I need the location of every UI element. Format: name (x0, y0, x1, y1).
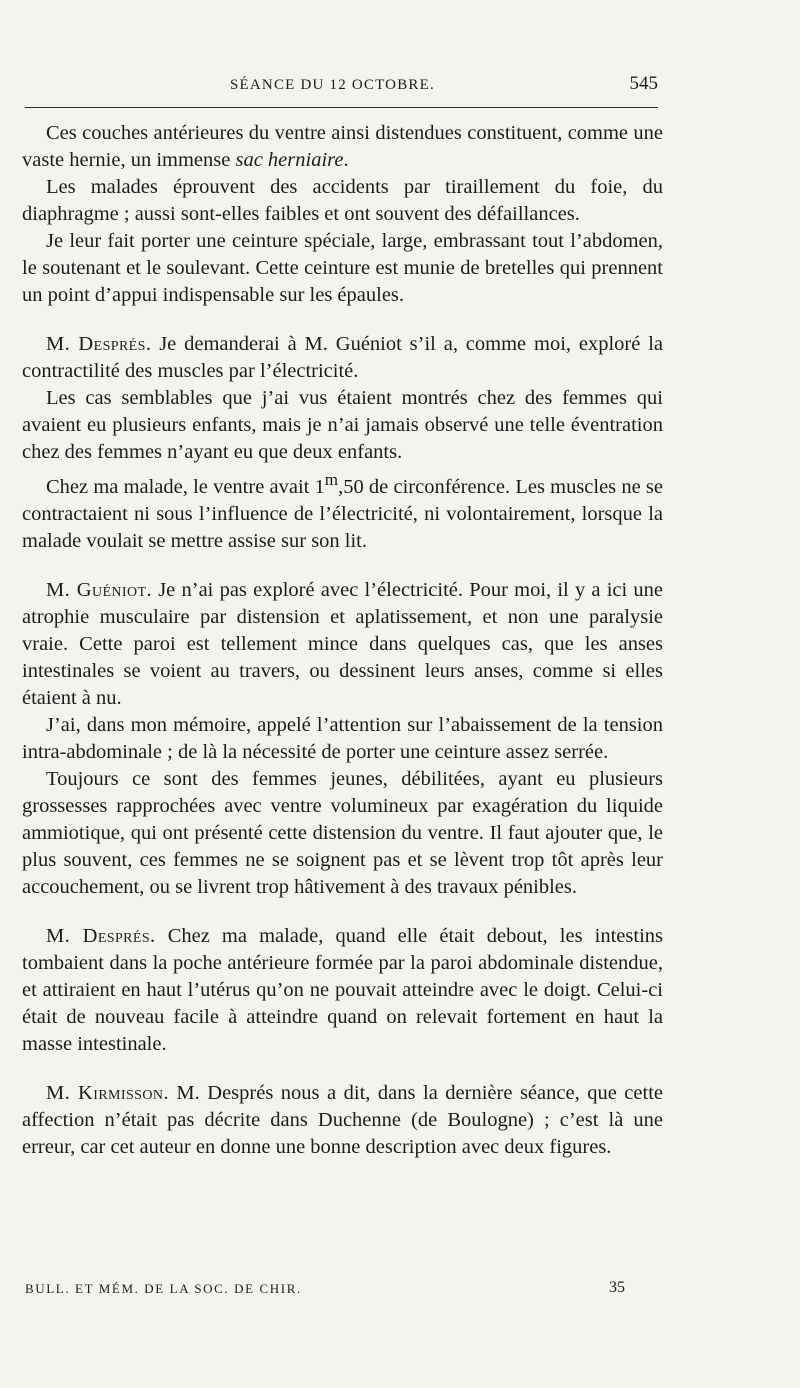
speaker-name: M. Després. (46, 924, 156, 947)
emphasis: sac herniaire (235, 149, 344, 171)
signature-mark: 35 (609, 1279, 625, 1296)
paragraph: M. Guéniot. Je n’ai pas exploré avec l’électricité. Pour moi, il y a ici une atrophie musculaire par distension et aplatissement, et non une paralysie vraie. Cette paroi est tellement mince dans quelques cas, que les anses intestinales se voient au travers, ou dessinent leurs anses, comme si elles étaient à nu. (22, 578, 664, 709)
paragraph: Ces couches antérieures du ventre ainsi distendues constituent, comme une vaste hernie, un immense sac herniaire. (22, 122, 663, 171)
paragraph: Toujours ce sont des femmes jeunes, débilitées, ayant eu plusieurs grossesses rapprochées avec ventre volumineux par exagération du liquide ammiotique, qui ont présenté cette distension du ventre. Il faut ajouter que, le plus souvent, ces femmes ne se soignent pas et se lèvent trop tôt après leur accouchement, ou se livrent trop hâtivement à des travaux pénibles. (22, 767, 663, 898)
page-number: 545 (629, 73, 658, 94)
journal-name: BULL. ET MÉM. DE LA SOC. DE CHIR. (25, 1281, 302, 1296)
paragraph: M. Després. Je demanderai à M. Guéniot s’il a, comme moi, exploré la contractilité des muscles par l’électricité. (22, 333, 663, 382)
speaker-name: M. Kirmisson. (46, 1081, 169, 1104)
paragraph: Les cas semblables que j’ai vus étaient montrés chez des femmes qui avaient eu plusieurs enfants, mais je n’ai jamais observé une telle éventration chez des femmes n’ayant eu que deux enfants. (22, 387, 663, 463)
speaker-name: M. Després. (46, 333, 152, 355)
page-footer (25, 1279, 625, 1301)
running-title: SÉANCE DU 12 OCTOBRE. (230, 77, 435, 93)
header-rule (25, 107, 658, 108)
paragraph: M. Després. Chez ma malade, quand elle était debout, les intestins tombaient dans la poche antérieure formée par la paroi abdominale distendue, et attiraient en haut l’utérus qu’on ne pouvait atteindre avec le doigt. Celui-ci était de nouveau facile à atteindre quand on relevait fortement en haut la masse intestinale. (22, 924, 664, 1055)
superscript: m (324, 470, 339, 489)
paragraph: Je leur fait porter une ceinture spéciale, large, embrassant tout l’abdomen, le soutenant et le soulevant. Cette ceinture est munie de bretelles qui prennent un point d’appui indispensable sur les épaules. (22, 230, 663, 306)
paragraph: Les malades éprouvent des accidents par tiraillement du foie, du diaphragme ; aussi sont-elles faibles et ont souvent des défaillances. (22, 176, 663, 225)
page-body (22, 120, 663, 1161)
paragraph: J’ai, dans mon mémoire, appelé l’attention sur l’abaissement de la tension intra-abdominale ; de là la nécessité de porter une ceinture assez serrée. (22, 713, 663, 763)
paragraph: Chez ma malade, le ventre avait 1$^m$,50 de circonférence. Les muscles ne se contractaient ni sous l’influence de l’électricité, ni volontairement, lorsque la malade voulait se mettre assise sur son lit. (22, 470, 663, 552)
speaker-name: M. Guéniot. (46, 578, 152, 601)
page-header (25, 73, 658, 101)
paragraph: M. Kirmisson. M. Després nous a dit, dans la dernière séance, que cette affection n’était pas décrite dans Duchenne (de Boulogne) ; c’est là une erreur, car cet auteur en donne une bonne description avec deux figures. (22, 1081, 663, 1158)
